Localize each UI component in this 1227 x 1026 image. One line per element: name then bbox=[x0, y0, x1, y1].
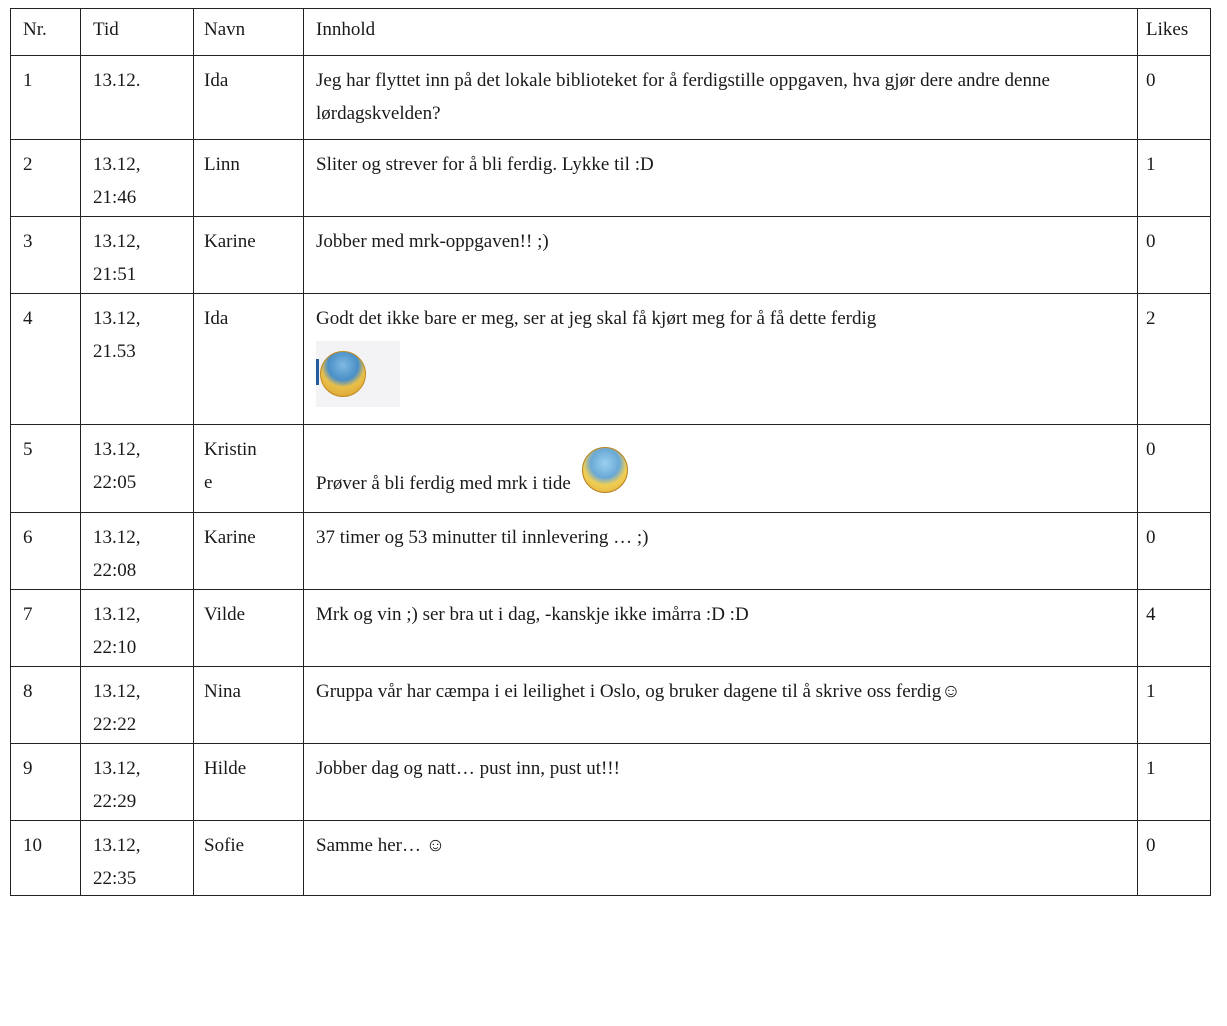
cell-tid-time: 21:46 bbox=[93, 187, 137, 208]
anxious-face-icon bbox=[582, 447, 628, 493]
cell-innhold: Jobber med mrk-oppgaven!! ;) bbox=[304, 217, 1138, 294]
cell-innhold: 37 timer og 53 minutter til innlevering … ;) bbox=[304, 513, 1138, 590]
screaming-face-icon bbox=[316, 341, 400, 407]
cell-tid-date: 13.12, bbox=[93, 604, 141, 625]
header-row bbox=[11, 9, 1211, 56]
cell-navn: Karine bbox=[194, 513, 304, 590]
cell-tid bbox=[81, 513, 194, 590]
cell-navn: Nina bbox=[194, 667, 304, 744]
cell-likes: 4 bbox=[1138, 590, 1211, 667]
cell-tid-date: 13.12, bbox=[93, 835, 141, 856]
cell-tid-time: 21.53 bbox=[93, 341, 136, 362]
cell-tid bbox=[81, 667, 194, 744]
cell-innhold: Mrk og vin ;) ser bra ut i dag, -kanskje ikke imårra :D :D bbox=[304, 590, 1138, 667]
cell-navn-part2: e bbox=[204, 472, 213, 493]
cell-nr: 9 bbox=[11, 744, 81, 821]
cell-likes: 0 bbox=[1138, 56, 1211, 140]
cell-innhold: Samme her… ☺ bbox=[304, 821, 1138, 896]
cell-tid-time: 22:22 bbox=[93, 714, 137, 735]
cell-tid bbox=[81, 140, 194, 217]
cell-nr: 8 bbox=[11, 667, 81, 744]
cell-likes: 0 bbox=[1138, 425, 1211, 513]
cell-tid bbox=[81, 590, 194, 667]
cell-innhold: Gruppa vår har cæmpa i ei leilighet i Oslo, og bruker dagene til å skrive oss ferdig☺ bbox=[304, 667, 1138, 744]
table-row bbox=[11, 425, 1211, 513]
cell-tid-time: 21:51 bbox=[93, 264, 137, 285]
cell-tid bbox=[81, 744, 194, 821]
cell-likes: 2 bbox=[1138, 294, 1211, 425]
cell-tid bbox=[81, 821, 194, 896]
cell-innhold bbox=[304, 425, 1138, 513]
table-row bbox=[11, 667, 1211, 744]
cell-navn: Sofie bbox=[194, 821, 304, 896]
cell-tid-date: 13.12, bbox=[93, 231, 141, 252]
cell-nr: 1 bbox=[11, 56, 81, 140]
cell-likes: 1 bbox=[1138, 667, 1211, 744]
cell-nr: 6 bbox=[11, 513, 81, 590]
cell-nr: 7 bbox=[11, 590, 81, 667]
header-likes: Likes bbox=[1138, 9, 1211, 56]
cell-nr: 10 bbox=[11, 821, 81, 896]
header-tid: Tid bbox=[81, 9, 194, 56]
header-innhold: Innhold bbox=[304, 9, 1138, 56]
cell-likes: 0 bbox=[1138, 821, 1211, 896]
cell-tid-date: 13.12. bbox=[93, 70, 141, 91]
cell-navn-part1: Kristin bbox=[204, 439, 257, 460]
cell-nr: 5 bbox=[11, 425, 81, 513]
cell-tid-date: 13.12, bbox=[93, 154, 141, 175]
cell-navn: Vilde bbox=[194, 590, 304, 667]
cell-tid bbox=[81, 217, 194, 294]
cell-tid-date: 13.12, bbox=[93, 758, 141, 779]
cell-tid-time: 22:08 bbox=[93, 560, 137, 581]
header-nr: Nr. bbox=[11, 9, 81, 56]
cell-tid-date: 13.12, bbox=[93, 439, 141, 460]
cell-tid-date: 13.12, bbox=[93, 527, 141, 548]
cell-innhold-text: Prøver å bli ferdig med mrk i tide bbox=[316, 473, 571, 494]
cell-innhold: Jeg har flyttet inn på det lokale biblioteket for å ferdigstille oppgaven, hva gjør dere andre denne lørdagskvelden? bbox=[304, 56, 1138, 140]
table-row bbox=[11, 821, 1211, 896]
cell-navn: Hilde bbox=[194, 744, 304, 821]
cell-navn: Ida bbox=[194, 294, 304, 425]
cell-nr: 2 bbox=[11, 140, 81, 217]
cell-tid-time: 22:35 bbox=[93, 868, 137, 889]
cell-tid-date: 13.12, bbox=[93, 681, 141, 702]
cell-innhold-text: Godt det ikke bare er meg, ser at jeg skal få kjørt meg for å få dette ferdig bbox=[316, 308, 877, 329]
cell-nr: 3 bbox=[11, 217, 81, 294]
table-row bbox=[11, 56, 1211, 140]
header-navn: Navn bbox=[194, 9, 304, 56]
cell-navn bbox=[194, 425, 304, 513]
cell-likes: 1 bbox=[1138, 744, 1211, 821]
cell-tid-date: 13.12, bbox=[93, 308, 141, 329]
cell-tid-time: 22:05 bbox=[93, 472, 137, 493]
table-row bbox=[11, 744, 1211, 821]
cell-likes: 1 bbox=[1138, 140, 1211, 217]
cell-innhold: Sliter og strever for å bli ferdig. Lykke til :D bbox=[304, 140, 1138, 217]
comments-table bbox=[10, 8, 1211, 896]
table-row bbox=[11, 217, 1211, 294]
cell-tid-time: 22:29 bbox=[93, 791, 137, 812]
table-row bbox=[11, 513, 1211, 590]
table-row bbox=[11, 140, 1211, 217]
cell-tid bbox=[81, 56, 194, 140]
cell-nr: 4 bbox=[11, 294, 81, 425]
cell-innhold bbox=[304, 294, 1138, 425]
cell-innhold: Jobber dag og natt… pust inn, pust ut!!! bbox=[304, 744, 1138, 821]
cell-tid bbox=[81, 294, 194, 425]
cell-likes: 0 bbox=[1138, 217, 1211, 294]
cell-tid bbox=[81, 425, 194, 513]
cell-likes: 0 bbox=[1138, 513, 1211, 590]
cell-navn: Ida bbox=[194, 56, 304, 140]
cell-navn: Linn bbox=[194, 140, 304, 217]
cell-navn: Karine bbox=[194, 217, 304, 294]
table-row bbox=[11, 590, 1211, 667]
cell-tid-time: 22:10 bbox=[93, 637, 137, 658]
table-row bbox=[11, 294, 1211, 425]
